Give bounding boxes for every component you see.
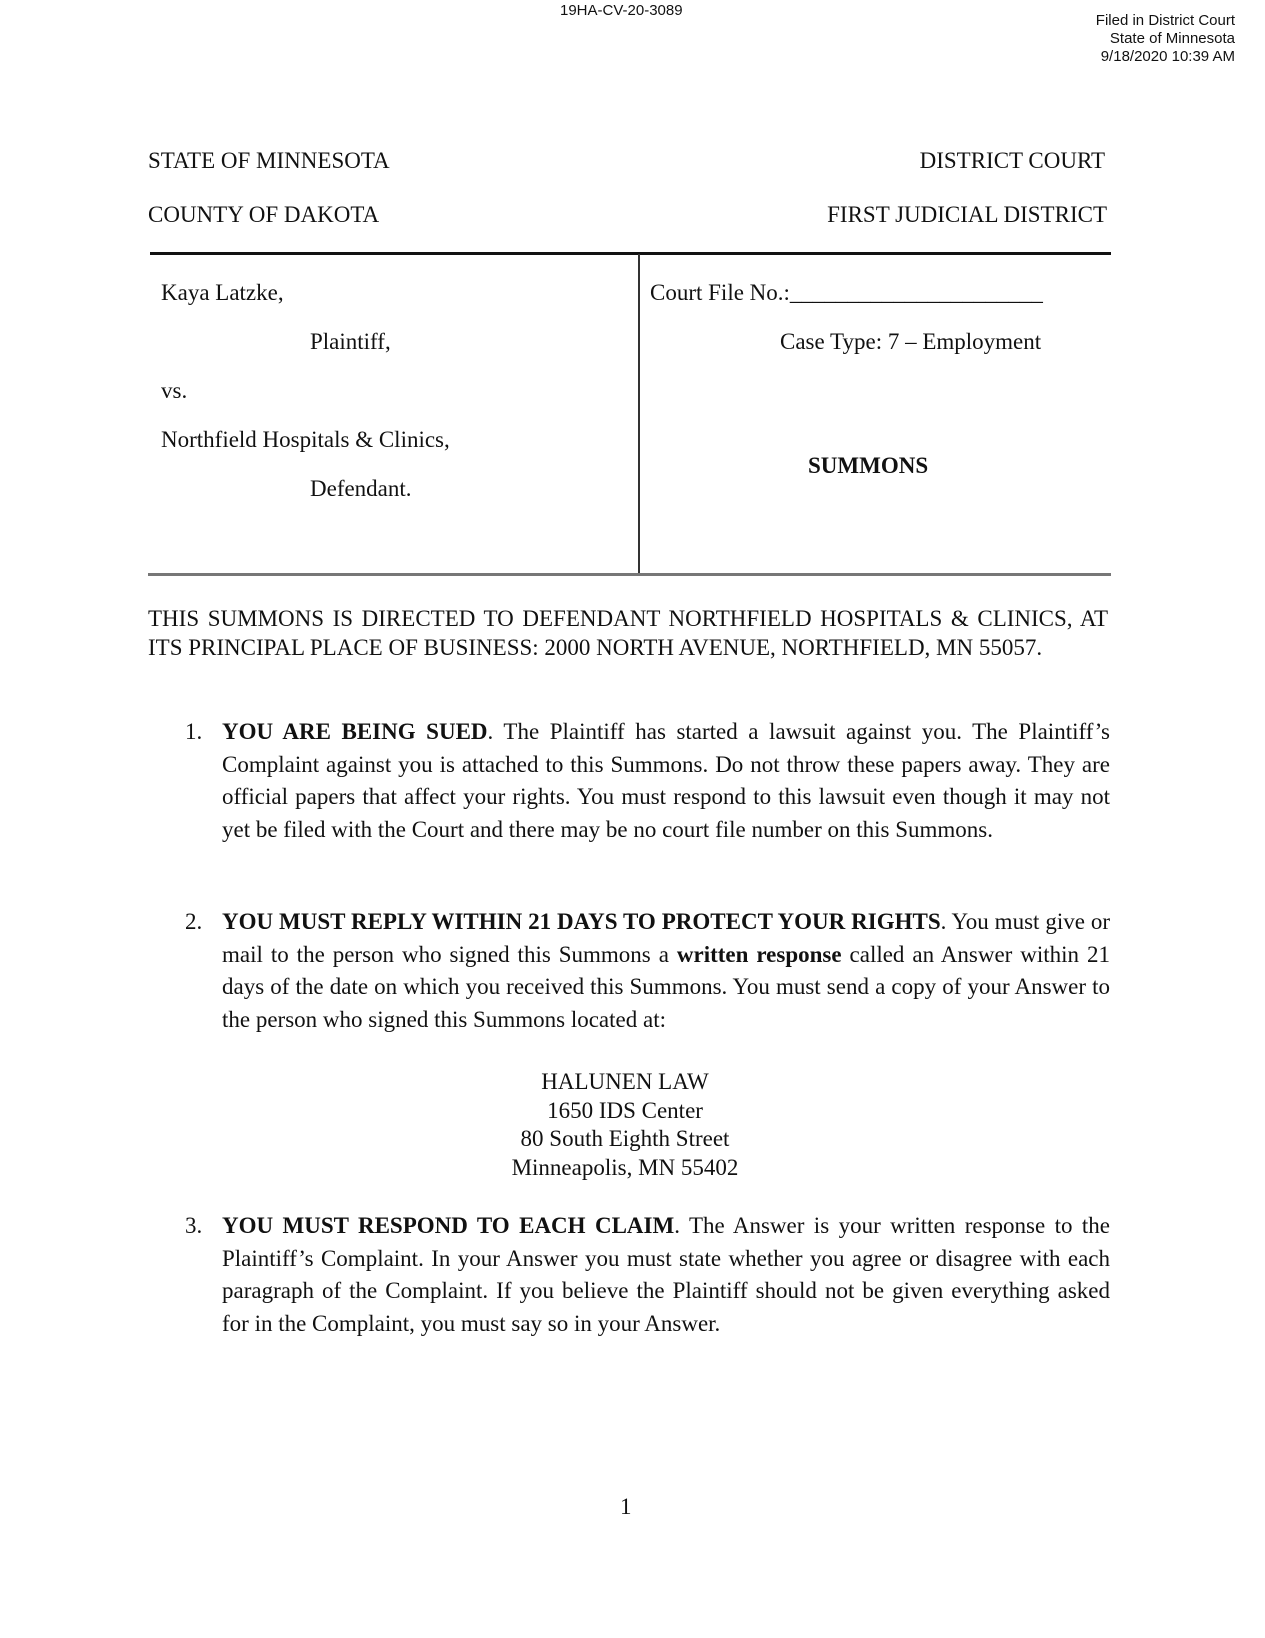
- item-heading: YOU MUST RESPOND TO EACH CLAIM: [222, 1213, 675, 1238]
- address-street: 80 South Eighth Street: [520, 1126, 730, 1152]
- page-number: 1: [620, 1494, 632, 1519]
- item-emphasis: written response: [676, 941, 842, 967]
- defendant-label: Defendant.: [310, 476, 412, 501]
- plaintiff-label: Plaintiff,: [310, 329, 391, 354]
- directed-paragraph: THIS SUMMONS IS DIRECTED TO DEFENDANT NORTHFIELD HOSPITALS & CLINICS, AT ITS PRINCIPAL PLACE OF BUSINESS: 2000 NORTH AVENUE, NORTHFIELD, MN 55057.: [148, 606, 1108, 660]
- item-body: [222, 716, 1110, 846]
- item-text: . The Answer is your written response to the Plaintiff’s Complaint. In your Answer you must state whether you agree or disagree with each paragraph of the Complaint. If you believe the Plaintiff should not be given everything asked for in the Complaint, you must say so in your Answer.: [222, 1213, 1110, 1336]
- document-title: SUMMONS: [808, 453, 929, 478]
- item-text: . You must give or mail to the person who signed this Summons a: [222, 909, 1110, 967]
- case-number-stamp: 19HA-CV-20-3089: [560, 2, 683, 19]
- list-item: [185, 716, 1110, 846]
- state-label: STATE OF MINNESOTA: [148, 148, 390, 173]
- county-label: COUNTY OF DAKOTA: [148, 202, 380, 227]
- case-type: Case Type: 7 – Employment: [780, 329, 1042, 354]
- caption-bottom-rule: [148, 573, 1111, 576]
- item-number: 3.: [185, 1213, 203, 1238]
- plaintiff-name: Kaya Latzke,: [161, 280, 284, 305]
- item-body: [222, 1210, 1110, 1340]
- filed-stamp: [1096, 12, 1235, 66]
- firm-name: HALUNEN LAW: [541, 1069, 709, 1094]
- versus-label: vs.: [161, 378, 188, 403]
- item-heading: YOU MUST REPLY WITHIN 21 DAYS TO PROTECT YOUR RIGHTS: [222, 909, 941, 934]
- filed-stamp-date: 9/18/2020 10:39 AM: [1100, 48, 1235, 65]
- item-number: 2.: [185, 909, 203, 934]
- list-item: [185, 906, 1110, 1036]
- attorney-address: [400, 1068, 850, 1182]
- item-number: 1.: [185, 719, 203, 744]
- item-text: called an Answer within 21 days of the date on which you received this Summons. You must send a copy of your Answer to the person who signed this Summons located at:: [222, 941, 1111, 1032]
- address-city: Minneapolis, MN 55402: [511, 1154, 739, 1180]
- caption-divider: [638, 254, 640, 575]
- court-name: DISTRICT COURT: [919, 148, 1105, 173]
- defendant-name: Northfield Hospitals & Clinics,: [161, 427, 450, 452]
- item-heading: YOU ARE BEING SUED: [222, 719, 488, 744]
- item-body: [222, 906, 1110, 1036]
- court-file-number: Court File No.:______________________: [650, 280, 1043, 305]
- address-suite: 1650 IDS Center: [547, 1097, 703, 1123]
- item-text: . The Plaintiff has started a lawsuit against you. The Plaintiff’s Complaint against you is attached to this Summons. Do not throw these papers away. They are official papers that affect your rights. You must respond to this lawsuit even though it may not yet be filed with the Court and there may be no court file number on this Summons.: [222, 719, 1110, 842]
- filed-stamp-line: State of Minnesota: [1109, 30, 1235, 47]
- judicial-district: FIRST JUDICIAL DISTRICT: [827, 202, 1107, 227]
- caption-top-rule: [150, 252, 1111, 255]
- filed-stamp-line: Filed in District Court: [1095, 12, 1235, 29]
- list-item: [185, 1210, 1110, 1340]
